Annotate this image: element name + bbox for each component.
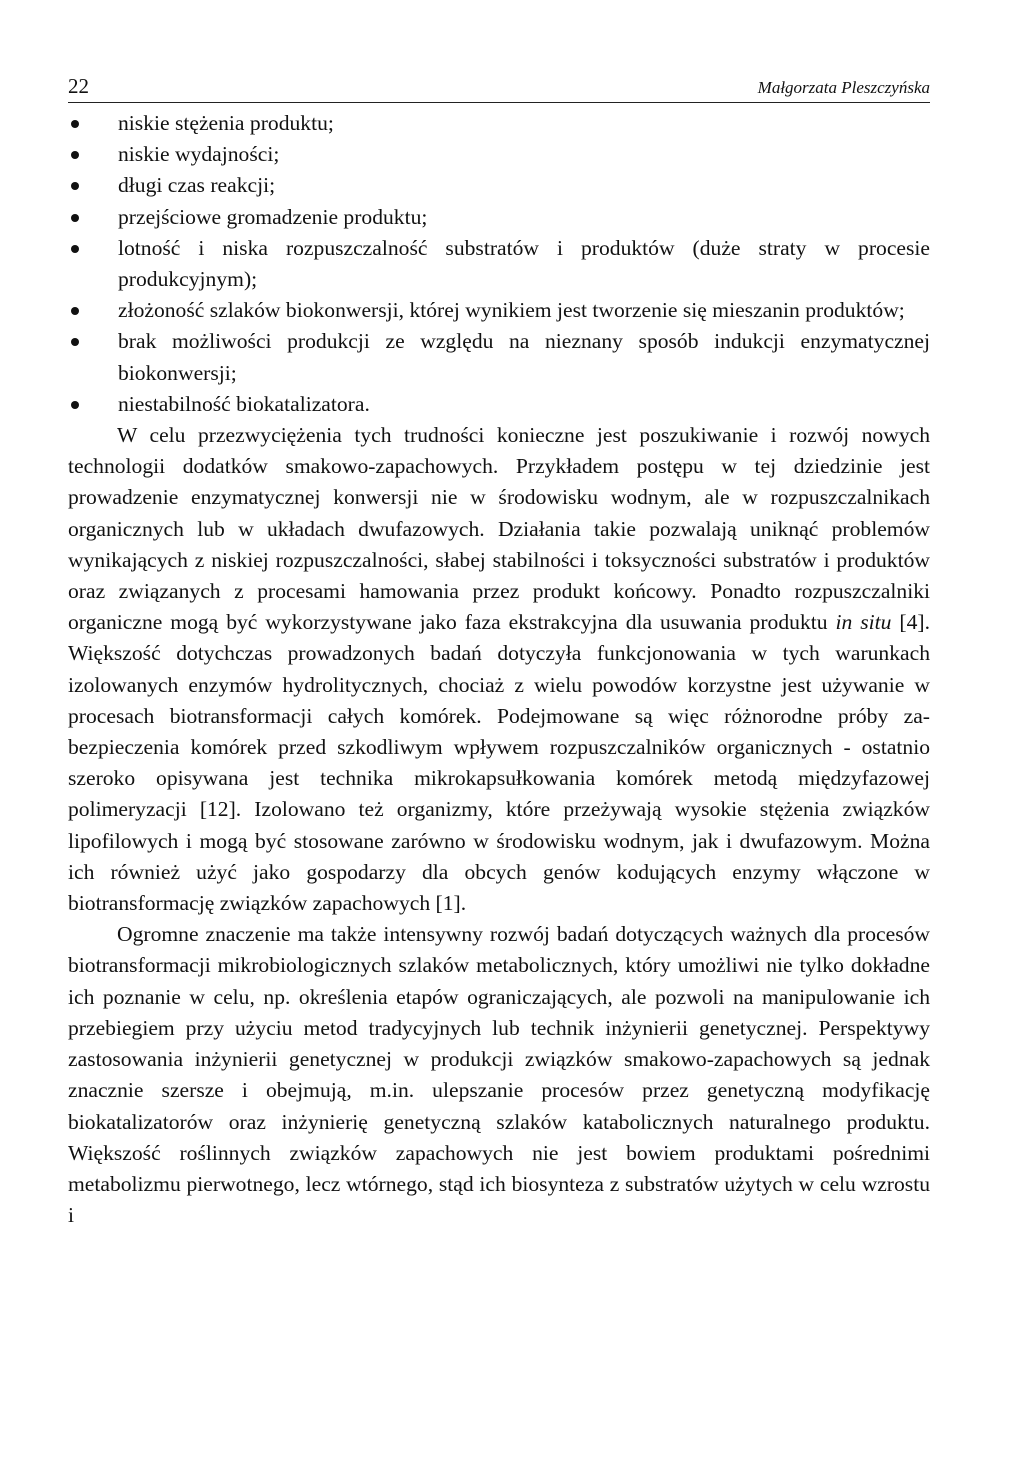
bullet-icon: [71, 151, 79, 159]
italic-term: in situ: [835, 610, 892, 635]
list-item: [68, 202, 930, 233]
list-item: [68, 326, 930, 388]
paragraph-text: W celu przezwyciężenia tych trudności konieczne jest poszukiwanie i rozwój nowych technologii dodatków smakowo-zapachowych. Przykładem postępu w tej dziedzinie jest prowadzenie enzymatycznej konwersji nie w środowisku wodnym, ale w rozpuszczalnikach organicznych lub w układach dwufazowych. Działania takie pozwalają uniknąć problemów wynikających z niskiej rozpuszczalności, słabej stabilności i toksyczności substratów i produktów oraz związanych z procesami hamowania przez produkt końcowy. Ponadto rozpuszczalniki organiczne mogą być wykorzystywane jako faza ekstrakcyjna dla usuwania produktu: [68, 423, 930, 635]
paragraph-text: [4]. Większość dotychczas prowadzonych badań dotyczyła funkcjonowania w tych warunkach izolowanych enzymów hydrolitycznych, chociaż z wielu powodów korzystne jest używanie w procesach biotransformacji całych komórek. Podejmowane są więc różnorodne próby zabezpieczenia komórek przed szkodliwym wpływem rozpuszczalników organicznych - ostatnio szeroko opisywana jest technika mikrokapsułkowania komórek metodą międzyfazowej polimeryzacji [12]. Izolowano też organizmy, które przeżywają wysokie stężenia związków lipofilowych i mogą być stosowane zarówno w środowisku wodnym, jak i dwufazowym. Można ich również użyć jako gospodarzy dla obcych genów kodujących enzymy włączone w biotransformację związków zapachowych [1].: [68, 610, 930, 916]
page-header: [68, 70, 930, 103]
paragraph-text: Ogromne znaczenie ma także intensywny rozwój badań dotyczących ważnych dla procesów biotransformacji mikrobiologicznych szlaków metabolicznych, który umożliwi nie tylko dokładne ich poznanie w celu, np. określenia etapów ograniczających, ale pozwoli na manipulowanie ich przebiegiem przy użyciu metod tradycyjnych lub technik inżynierii genetycznej. Perspektywy zastosowania inżynierii genetycznej w produkcji związków smakowo-zapachowych są jednak znacznie szersze i obejmują, m.in. ulepszanie procesów przez genetyczną modyfikację biokatalizatorów oraz inżynierię genetyczną szlaków katabolicznych naturalnego produktu. Większość roślinnych związków zapachowych nie jest bowiem produktami pośrednimi metabolizmu pierwotnego, lecz wtórnego, stąd ich biosynteza z substratów użytych w celu wzrostu i: [68, 922, 930, 1228]
bullet-icon: [71, 120, 79, 128]
page-body: [68, 108, 930, 1231]
list-item: [68, 139, 930, 170]
bullet-icon: [71, 214, 79, 222]
list-item: [68, 233, 930, 295]
running-head-author: Małgorzata Pleszczyńska: [757, 78, 930, 97]
list-item: [68, 170, 930, 201]
list-item-text: długi czas reakcji;: [118, 173, 276, 198]
list-item: [68, 108, 930, 139]
list-item-text: niskie wydajności;: [118, 142, 280, 167]
list-item-text: niestabilność biokatalizatora.: [118, 391, 370, 416]
page-number: 22: [68, 74, 89, 98]
bullet-icon: [71, 307, 79, 315]
list-item-text: lotność i niska rozpuszczalność substratów i produktów (duże straty w procesie produkcyjnym);: [118, 235, 930, 292]
bullet-icon: [71, 401, 79, 409]
list-item-text: niskie stężenia produktu;: [118, 111, 334, 135]
bullet-icon: [71, 338, 79, 346]
bullet-icon: [71, 182, 79, 190]
list-item-text: złożoność szlaków biokonwersji, której wynikiem jest tworzenie się mieszanin produktów;: [118, 298, 905, 323]
list-item: [68, 295, 930, 326]
bullet-icon: [71, 245, 79, 253]
list-item-text: brak możliwości produkcji ze względu na nieznany sposób indukcji enzymatycznej biokonwersji;: [118, 329, 930, 385]
list-item: [68, 389, 930, 420]
body-paragraph-2: [68, 919, 930, 1231]
list-item-text: przejściowe gromadzenie produktu;: [118, 204, 428, 229]
bullet-list: [68, 108, 930, 420]
body-paragraph-1: [68, 420, 930, 919]
